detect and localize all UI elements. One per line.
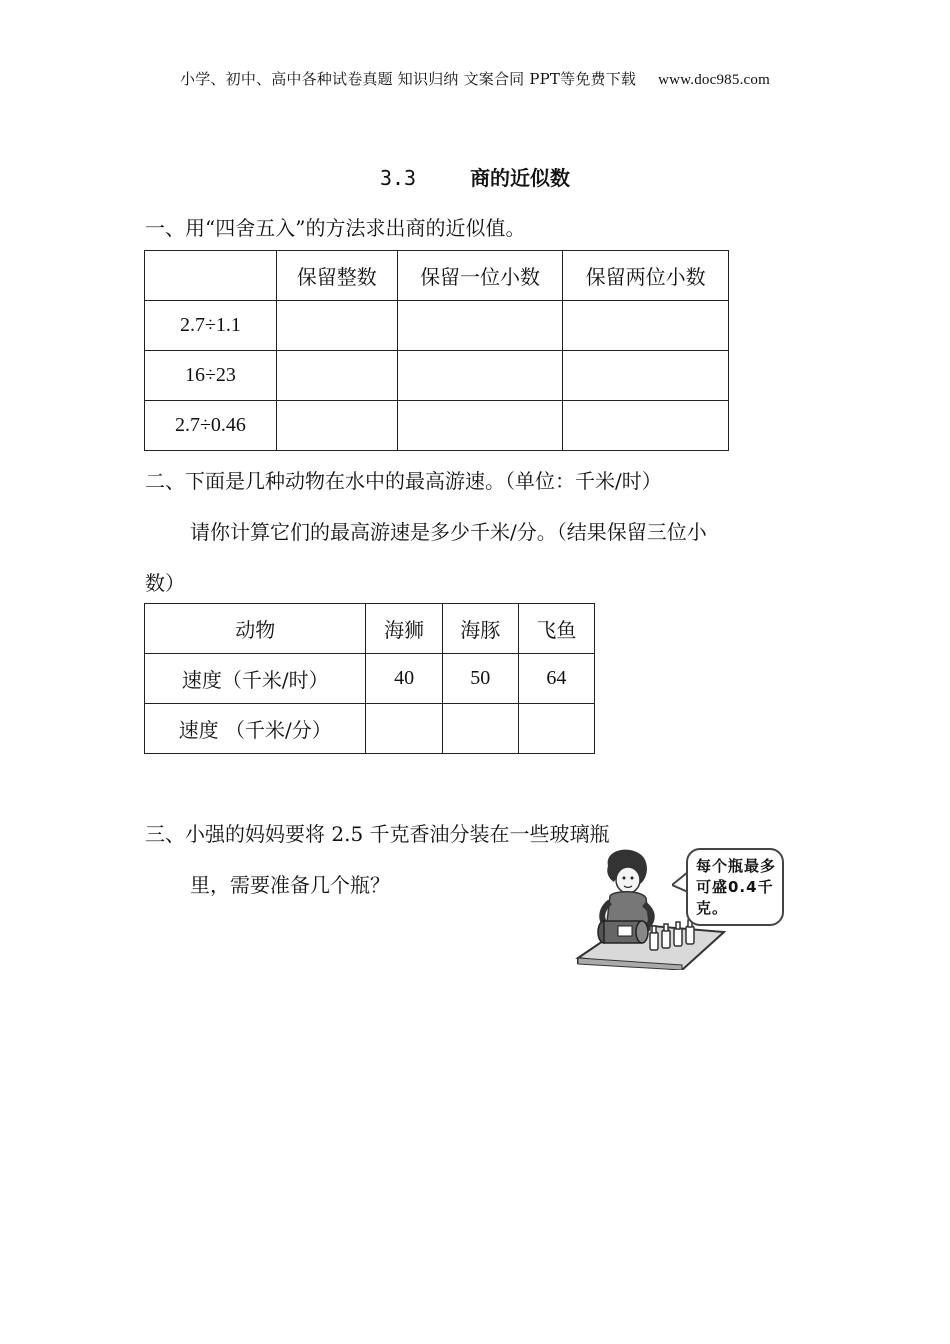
approximation-table <box>144 250 729 451</box>
table-header-cell: 保留一位小数 <box>397 251 563 301</box>
header-text: 小学、初中、高中各种试卷真题 知识归纳 文案合同 PPT等免费下载 <box>180 70 637 88</box>
title-text: 商的近似数 <box>470 166 571 190</box>
speed-value: 64 <box>518 654 594 704</box>
answer-cell[interactable] <box>397 301 563 351</box>
expression-cell: 2.7÷1.1 <box>145 301 277 351</box>
question-2-line3: 数） <box>145 571 185 595</box>
answer-cell[interactable] <box>276 301 397 351</box>
answer-cell[interactable] <box>366 704 442 754</box>
question-2: 二、下面是几种动物在水中的最高游速。（单位：千米/时） <box>145 469 662 493</box>
table-row <box>145 401 729 451</box>
table-header-row <box>145 251 729 301</box>
animal-dolphin: 海豚 <box>442 604 518 654</box>
question-2-line2: 请你计算它们的最高游速是多少千米/分。（结果保留三位小 <box>190 520 707 544</box>
speech-bubble-text: 每个瓶最多可盛0.4千克。 <box>696 857 777 917</box>
answer-cell[interactable] <box>563 351 729 401</box>
answer-cell[interactable] <box>397 401 563 451</box>
expression-cell: 2.7÷0.46 <box>145 401 277 451</box>
table-header-cell <box>145 251 277 301</box>
speed-value: 40 <box>366 654 442 704</box>
page-header <box>0 68 950 89</box>
table-header-cell: 保留整数 <box>276 251 397 301</box>
section-number: 3.3 <box>379 166 417 190</box>
header-url: www.doc985.com <box>658 72 770 88</box>
answer-cell[interactable] <box>276 401 397 451</box>
answer-cell[interactable] <box>276 351 397 401</box>
speed-value: 50 <box>442 654 518 704</box>
answer-cell[interactable] <box>397 351 563 401</box>
animal-sea-lion: 海狮 <box>366 604 442 654</box>
speed-kmmin-label: 速度 （千米/分） <box>145 704 366 754</box>
speech-bubble <box>686 848 784 926</box>
speed-kmh-label: 速度（千米/时） <box>145 654 366 704</box>
answer-cell[interactable] <box>442 704 518 754</box>
question-3: 三、小强的妈妈要将 2.5 千克香油分装在一些玻璃瓶 <box>145 822 610 846</box>
speed-table <box>144 603 595 754</box>
animal-header: 动物 <box>145 604 366 654</box>
table-row <box>145 704 595 754</box>
question-3-line2: 里，需要准备几个瓶？ <box>190 873 390 897</box>
animal-flying-fish: 飞鱼 <box>518 604 594 654</box>
table-header-cell: 保留两位小数 <box>563 251 729 301</box>
answer-cell[interactable] <box>563 301 729 351</box>
expression-cell: 16÷23 <box>145 351 277 401</box>
table-row <box>145 351 729 401</box>
answer-cell[interactable] <box>563 401 729 451</box>
table-row <box>145 654 595 704</box>
question-1: 一、用“四舍五入”的方法求出商的近似值。 <box>145 216 526 240</box>
table-row <box>145 301 729 351</box>
answer-cell[interactable] <box>518 704 594 754</box>
page-title <box>0 162 950 191</box>
table-header-row <box>145 604 595 654</box>
